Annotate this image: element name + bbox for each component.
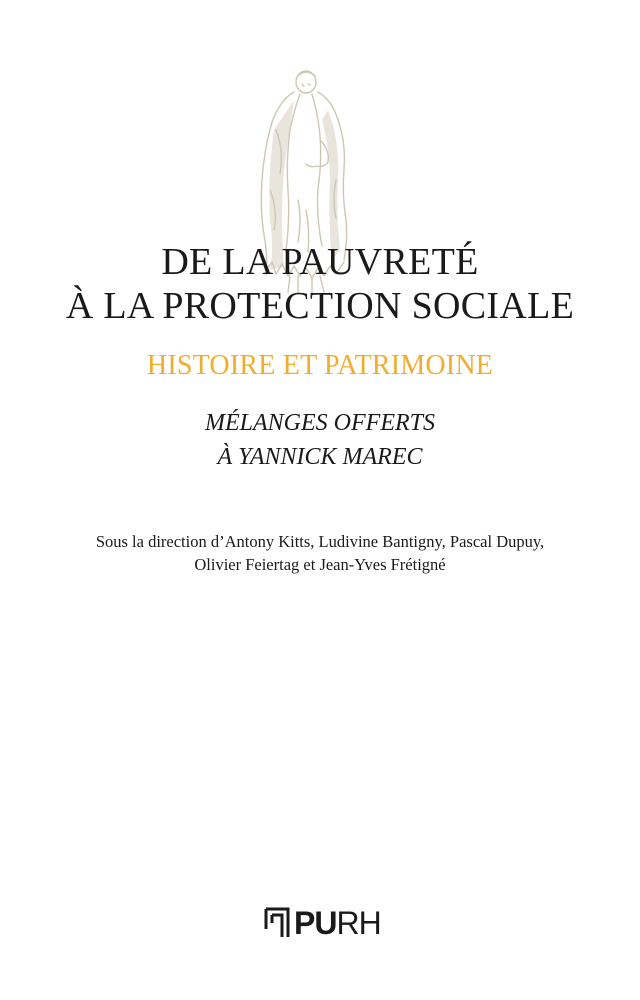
tribute-line-1: MÉLANGES OFFERTS xyxy=(205,410,435,436)
publisher-logo-bold: PU xyxy=(294,905,337,941)
publisher-logo xyxy=(264,905,384,941)
editors-line-1: Sous la direction d’Antony Kitts, Ludivine Bantigny, Pascal Dupuy, xyxy=(95,532,545,551)
title-line-2: À LA PROTECTION SOCIALE xyxy=(65,285,575,327)
tribute-line-2: À YANNICK MAREC xyxy=(217,444,423,470)
subtitle: HISTOIRE ET PATRIMOINE xyxy=(146,350,494,381)
publisher-mark-icon xyxy=(264,907,290,939)
editors-line-2: Olivier Feiertag et Jean-Yves Frétigné xyxy=(194,555,446,574)
publisher-logo-light: RH xyxy=(336,905,381,941)
title-line-1: DE LA PAUVRETÉ xyxy=(161,241,479,283)
